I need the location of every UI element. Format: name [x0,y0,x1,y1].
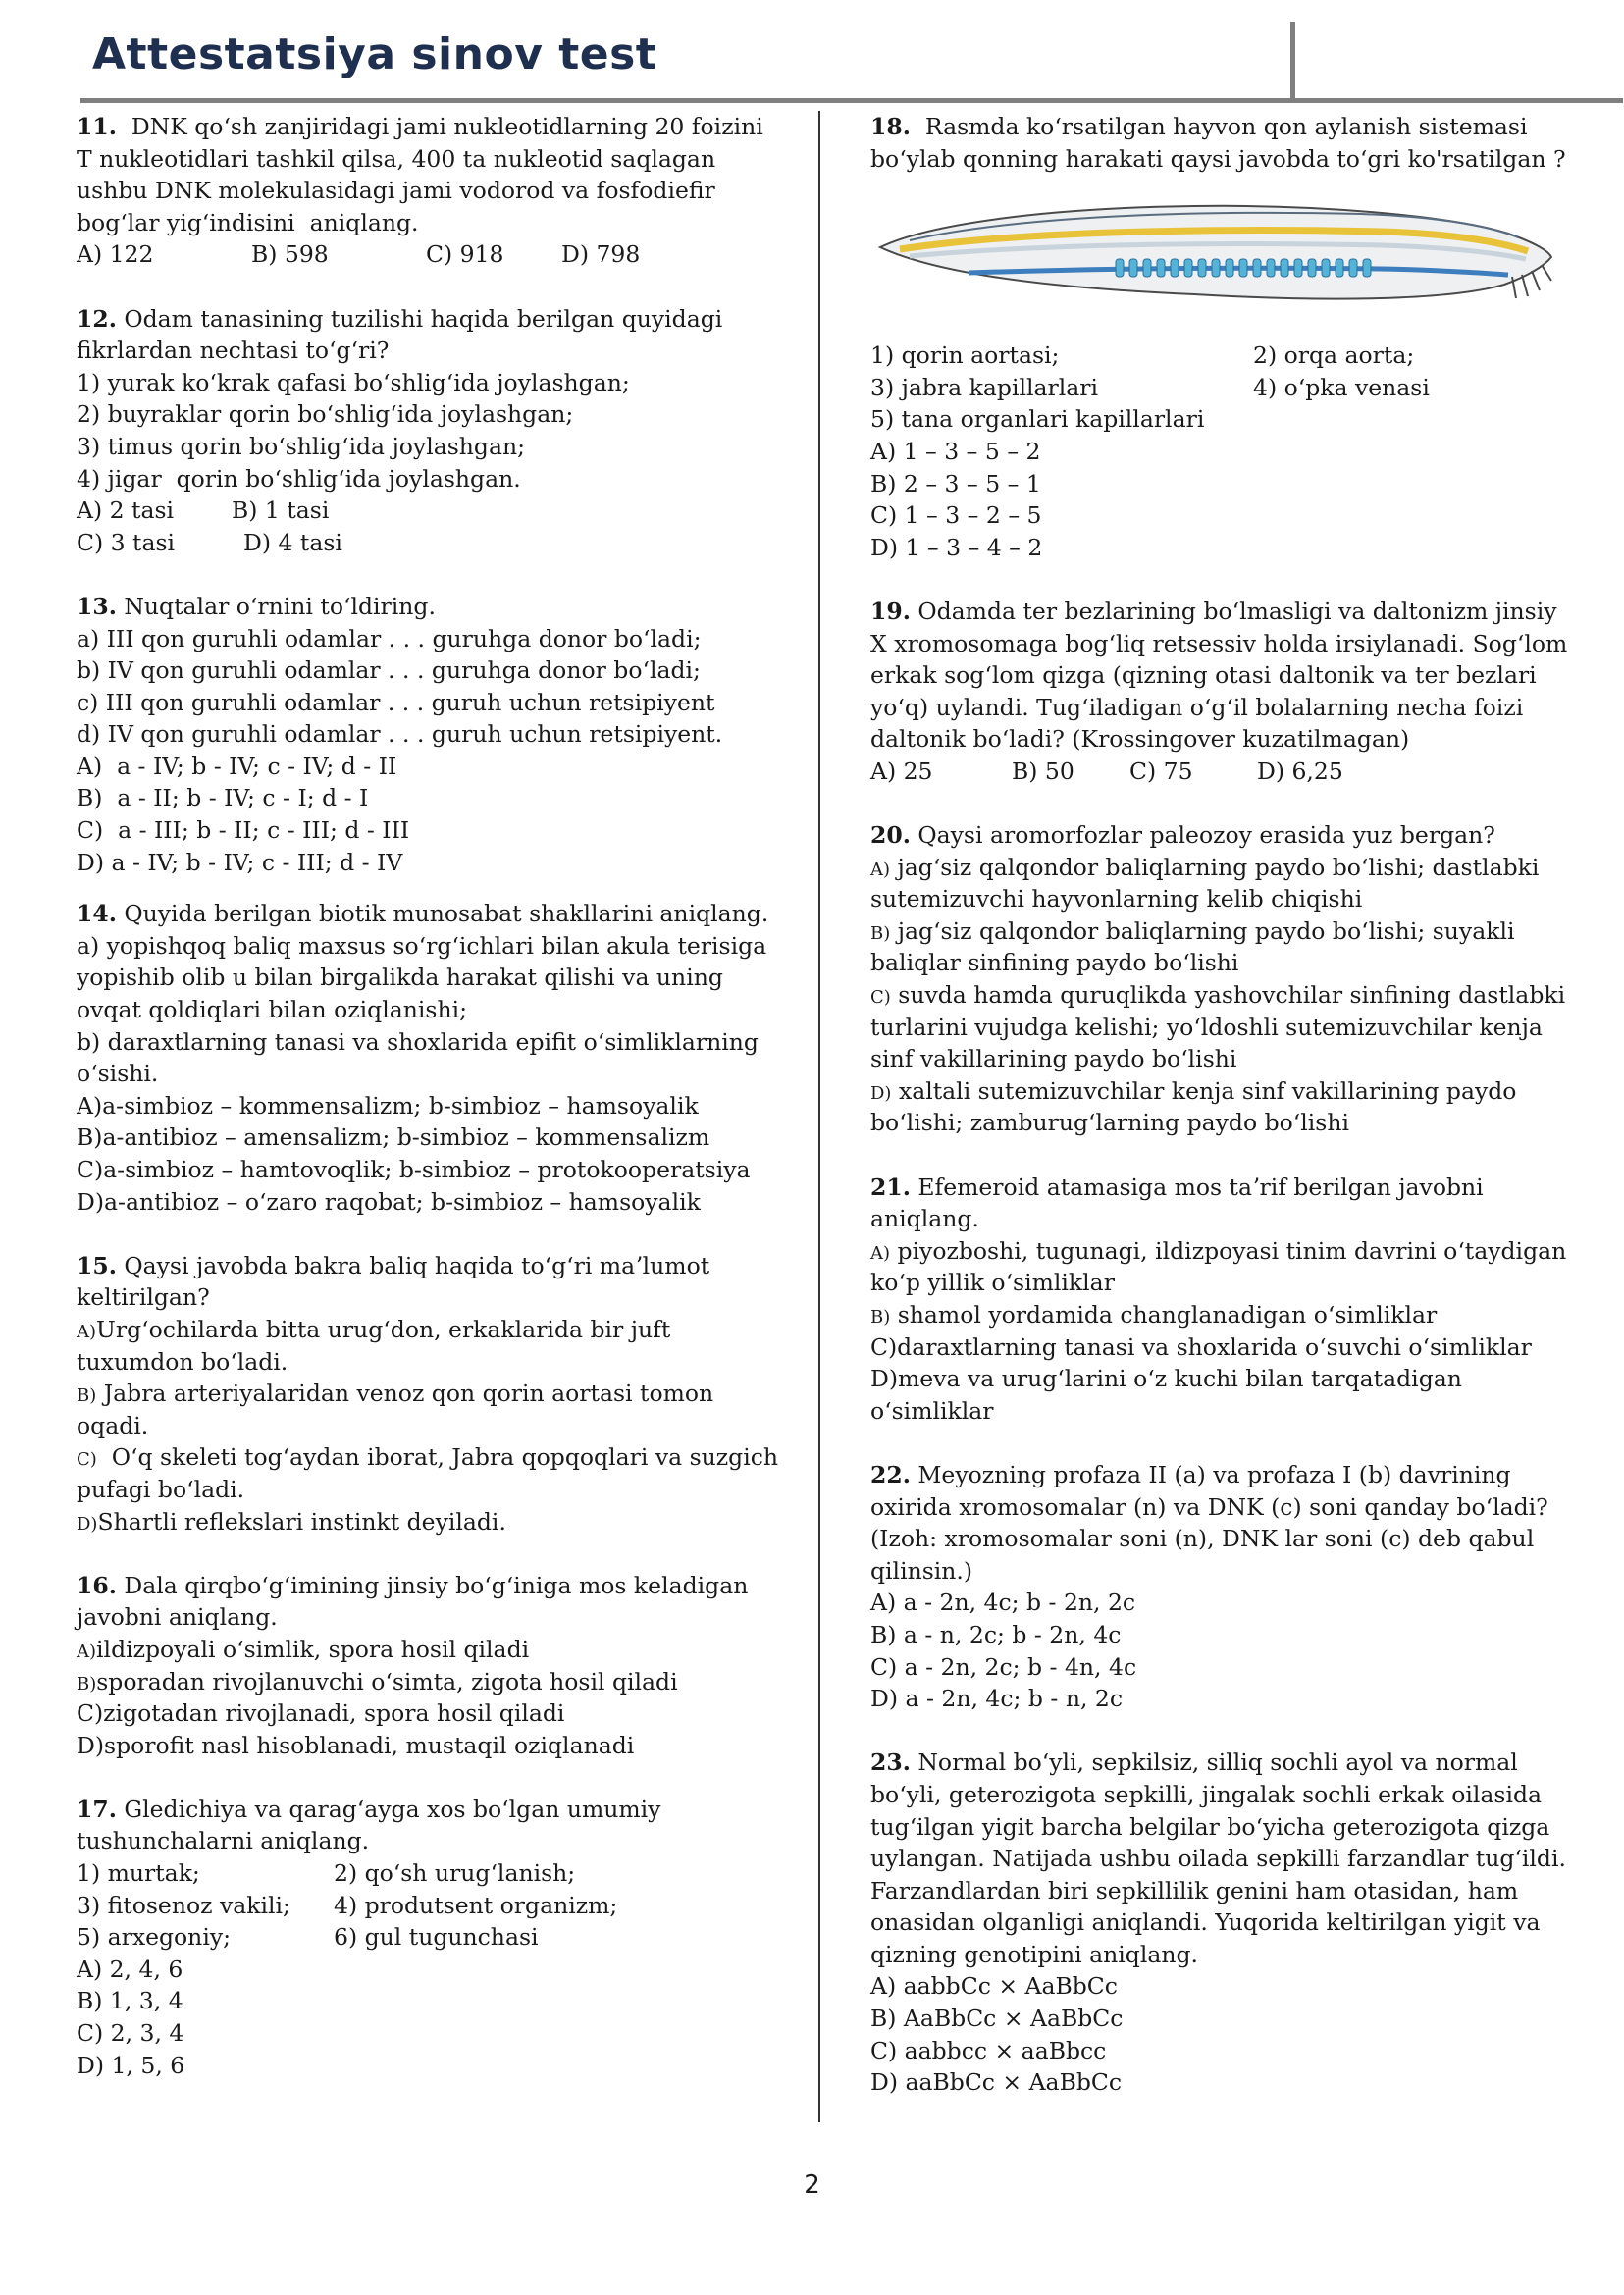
answer-options [77,495,763,527]
question-22 [870,1459,1577,1715]
statement: yopishib olib u bilan birgalikda harakat qilishi va uning [77,964,723,992]
question-text: Odam tanasining tuzilishi haqida berilgan quyidagi [116,304,723,333]
answer-option-d: D)meva va urugʻlarini oʻz kuchi bilan tarqatadigan [870,1365,1462,1393]
question-text: T nukleotidlari tashkil qilsa, 400 ta nukleotid saqlagan [77,144,716,173]
answer-option-d: D) aaBbCc × AaBbCc [870,2068,1123,2097]
question-text: Odamda ter bezlarining boʻlmasligi va daltonizm jinsiy [910,597,1557,625]
answer-option-b: B) a - II; b - IV; c - I; d - I [77,784,369,812]
answer-option-c: C) 3 tasi [77,528,176,556]
answer-option-a-cont: sutemizuvchi hayvonlarning kelib chiqishi [870,885,1363,913]
answer-option-b-cont: baliqlar sinfining paydo boʻlishi [870,949,1239,977]
answer-option-c: C)zigotadan rivojlanadi, spora hosil qiladi [77,1699,565,1728]
answer-option-b: B) AaBbCc × AaBbCc [870,2005,1124,2033]
header-horizontal-rule [80,98,1623,103]
header-vertical-rule [1290,22,1295,98]
answer-option-d: D) 4 tasi [243,528,342,556]
answer-option-d: D)a-antibioz – oʻzaro raqobat; b-simbioz – hamsoyalik [77,1187,701,1216]
question-text: erkak sogʻlom qizga (qizning otasi daltonik va ter bezlari [870,661,1537,690]
answer-options [77,238,763,271]
answer-option-d: D) 1, 5, 6 [77,2051,185,2079]
statement: a) yopishqoq baliq maxsus soʻrgʻichlari bilan akula terisiga [77,931,767,960]
question-number: 20. [870,821,911,850]
question-text: oxirida xromosomalar (n) va DNK (c) soni qanday boʻladi? [870,1492,1548,1521]
statement: 3) timus qorin boʻshligʻida joylashgan; [77,432,526,460]
question-text: keltirilgan? [77,1283,210,1312]
answer-option-c-cont: turlarini vujudga kelishi; yoʻldoshli sutemizuvchilar kenja [870,1013,1543,1041]
answer-option-c-cont: sinf vakillarining paydo boʻlishi [870,1045,1237,1073]
question-text: X xromosomaga bogʻliq retsessiv holda irsiylanadi. Sogʻlom [870,629,1568,657]
question-13 [77,591,763,878]
answer-option-a: A) a - 2n, 4c; b - 2n, 2c [870,1589,1136,1617]
question-19 [870,596,1577,788]
question-14 [77,898,769,1218]
question-text: Quyida berilgan biotik munosabat shakllarini aniqlang. [116,900,769,928]
answer-option-b: B) shamol yordamida changlanadigan oʻsimliklar [870,1301,1438,1329]
question-number: 15. [77,1251,117,1279]
answer-option-b: B) 2 – 3 – 5 – 1 [870,469,1041,497]
answer-option-c: C)daraxtlarning tanasi va shoxlarida oʻsuvchi oʻsimliklar [870,1332,1532,1361]
question-11 [77,111,763,271]
question-text: qizning genotipini aniqlang. [870,1940,1198,1968]
lancelet-circulation-figure [870,186,1557,314]
question-number: 23. [870,1748,911,1777]
right-column [870,111,1577,2099]
answer-option-d: D) xaltali sutemizuvchilar kenja sinf vakillarining paydo [870,1076,1517,1105]
answer-option-a: A) 1 – 3 – 5 – 2 [870,437,1041,465]
statement: 4) jigar qorin boʻshligʻida joylashgan. [77,464,521,493]
question-number: 12. [77,304,117,333]
statement: d) IV qon guruhli odamlar . . . guruh uchun retsipiyent. [77,720,723,749]
answer-option-d: D) a - IV; b - IV; c - III; d - IV [77,848,403,876]
question-text: Dala qirqboʻgʻimining jinsiy boʻgʻiniga mos keladigan [116,1571,749,1599]
answer-option-b: B) 1, 3, 4 [77,1987,183,2015]
question-text: Qaysi aromorfozlar paleozoy erasida yuz bergan? [910,821,1495,850]
answer-option-b: B)sporadan rivojlanuvchi oʻsimta, zigota hosil qiladi [77,1667,678,1695]
answer-option-c: C) 2, 3, 4 [77,2019,184,2048]
answer-option-a-cont: koʻp yillik oʻsimliklar [870,1269,1115,1297]
question-text: tushunchalarni aniqlang. [77,1827,370,1855]
question-text: (Izoh: xromosomalar soni (n), DNK lar soni (c) deb qabul [870,1525,1535,1553]
answer-option-a: A) 25 [870,756,933,785]
question-text: daltonik boʻladi? (Krossingover kuzatilmagan) [870,725,1410,754]
question-18 [870,111,1577,563]
question-text: ushbu DNK molekulasidagi jami vodorod va fosfodiefir [77,177,715,205]
answer-option-d: D) 798 [561,240,641,269]
answer-option-b: B) a - n, 2c; b - 2n, 4c [870,1620,1122,1648]
question-text: fikrlardan nechtasi toʻgʻri? [77,337,390,365]
statement: oʻsishi. [77,1060,159,1088]
column-divider [818,111,820,2122]
answer-options [77,527,763,559]
question-text: Nuqtalar oʻrnini toʻldiring. [116,592,436,620]
answer-option-a: A) piyozboshi, tugunagi, ildizpoyasi tinim davrini oʻtaydigan [870,1236,1567,1265]
answer-option-c: C) 75 [1129,756,1193,785]
answer-option-a: A)ildizpoyali oʻsimlik, spora hosil qiladi [77,1635,530,1663]
statement: 2) buyraklar qorin boʻshligʻida joylashgan; [77,400,574,429]
question-text: Rasmda koʻrsatilgan hayvon qon aylanish sistemasi [910,113,1528,140]
answer-option-a: A) 122 [77,240,154,269]
question-text: Normal boʻyli, sepkilsiz, silliq sochli ayol va normal [910,1748,1518,1777]
answer-option-c: C) a - III; b - II; c - III; d - III [77,816,410,845]
question-15 [77,1250,779,1538]
question-12 [77,303,763,559]
answer-option-a: A)a-simbioz – kommensalizm; b-simbioz – hamsoyalik [77,1091,699,1120]
question-17 [77,1794,763,2081]
answer-option-a: A) a - IV; b - IV; c - IV; d - II [77,752,397,780]
answer-option-a-cont: tuxumdon boʻladi. [77,1347,288,1376]
question-text: tugʻilgan yigit barcha belgilar boʻyicha geterozigota qizga [870,1812,1550,1841]
statement: c) III qon guruhli odamlar . . . guruh uchun retsipiyent [77,688,715,716]
question-20 [870,819,1577,1139]
question-16 [77,1570,763,1762]
page-number: 2 [804,2170,820,2200]
question-number: 21. [870,1173,911,1201]
question-number: 11. [77,113,117,140]
question-number: 14. [77,900,117,928]
concept-pair: 1) murtak; 2) qoʻsh urugʻlanish; [77,1859,576,1888]
page-title: Attestatsiya sinov test [92,29,657,79]
left-column [77,111,779,2081]
answer-option-d: D) 6,25 [1257,756,1343,785]
question-text: aniqlang. [870,1205,979,1233]
question-text: DNK qoʻsh zanjiridagi jami nukleotidlarning 20 foizini [116,113,763,140]
answer-option-b-cont: oqadi. [77,1411,149,1439]
question-text: uylangan. Natijada ushbu oilada sepkilli farzandlar tugʻildi. [870,1845,1566,1873]
answer-option-c: C) aabbcc × aaBbcc [870,2036,1107,2064]
answer-option-c: C) a - 2n, 2c; b - 4n, 4c [870,1652,1137,1681]
answer-option-c: C) 918 [426,240,504,269]
answer-option-d-cont: oʻsimliklar [870,1396,994,1425]
answer-option-d-cont: boʻlishi; zamburugʻlarning paydo boʻlishi [870,1109,1349,1137]
answer-option-b: B) 1 tasi [232,496,330,525]
concept-pair: 5) arxegoniy; 6) gul tugunchasi [77,1923,539,1952]
answer-option-b: B) 598 [251,240,329,269]
answer-option-d: D)sporofit nasl hisoblanadi, mustaqil oziqlanadi [77,1731,635,1759]
answer-option-a: A) 2, 4, 6 [77,1955,183,1983]
question-text: bogʻlar yigʻindisini aniqlang. [77,208,419,236]
answer-option-c-cont: pufagi boʻladi. [77,1475,245,1503]
answer-option-c: C)a-simbioz – hamtovoqlik; b-simbioz – protokooperatsiya [77,1156,751,1183]
answer-option-d: D)Shartli reflekslari instinkt deyiladi. [77,1507,506,1536]
answer-option-c: C) suvda hamda quruqlikda yashovchilar sinfining dastlabki [870,981,1566,1010]
question-text: yoʻq) uylandi. Tugʻiladigan oʻgʻil bolalarning necha foizi [870,693,1524,721]
statement: b) IV qon guruhli odamlar . . . guruhga donor boʻladi; [77,656,701,685]
concept-pair: 3) jabra kapillarlari 4) oʻpka venasi [870,373,1430,401]
answer-option-b: B) Jabra arteriyalaridan venoz qon qorin aortasi tomon [77,1380,714,1408]
concept-item: 5) tana organlari kapillarlari [870,405,1205,434]
question-21 [870,1172,1577,1428]
question-text: Farzandlardan biri sepkillilik genini ham otasidan, ham [870,1876,1519,1904]
question-text: Qaysi javobda bakra baliq haqida toʻgʻri maʼlumot [116,1251,710,1279]
question-text: boʻylab qonning harakati qaysi javobda toʻgri ko'rsatilgan ? [870,144,1566,173]
concept-pair: 1) qorin aortasi; 2) orqa aorta; [870,341,1415,370]
answer-option-d: D) 1 – 3 – 4 – 2 [870,533,1043,561]
question-number: 18. [870,113,911,140]
answer-option-b: B) 50 [1012,756,1074,785]
statement: 1) yurak koʻkrak qafasi boʻshligʻida joylashgan; [77,368,630,396]
answer-option-a: A) 2 tasi [77,496,175,525]
answer-option-b: B)a-antibioz – amensalizm; b-simbioz – kommensalizm [77,1123,710,1152]
question-text: onasidan olganligi aniqlandi. Yuqorida keltirilgan yigit va [870,1908,1541,1937]
statement: a) III qon guruhli odamlar . . . guruhga donor boʻladi; [77,624,702,652]
answer-option-a: A)Urgʻochilarda bitta urugʻdon, erkaklarida bir juft [77,1315,671,1343]
question-text: javobni aniqlang. [77,1603,278,1632]
question-text: Gledichiya va qaragʻayga xos boʻlgan umumiy [116,1795,661,1823]
question-number: 16. [77,1571,117,1599]
question-text: qilinsin.) [870,1556,973,1585]
answer-option-c: C) Oʻq skeleti togʻaydan iborat, Jabra qopqoqlari va suzgich [77,1443,779,1472]
concept-pair: 3) fitosenoz vakili; 4) produtsent organizm; [77,1891,618,1919]
statement: b) daraxtlarning tanasi va shoxlarida epifit oʻsimliklarning [77,1027,759,1056]
question-number: 17. [77,1795,117,1823]
answer-option-c: C) 1 – 3 – 2 – 5 [870,501,1042,530]
question-number: 22. [870,1460,911,1488]
answer-option-d: D) a - 2n, 4c; b - n, 2c [870,1685,1124,1713]
question-text: Meyozning profaza II (a) va profaza I (b) davrining [910,1460,1511,1488]
statement: ovqat qoldiqlari bilan oziqlanishi; [77,996,468,1024]
question-23 [870,1747,1577,2099]
answer-option-a: A) aabbCc × AaBbCc [870,1972,1118,2001]
answer-option-b: B) jagʻsiz qalqondor baliqlarning paydo boʻlishi; suyakli [870,916,1515,945]
answer-option-a: A) jagʻsiz qalqondor baliqlarning paydo boʻlishi; dastlabki [870,853,1540,881]
question-text: boʻyli, geterozigota sepkilli, jingalak sochli erkak oilasida [870,1780,1543,1808]
question-number: 19. [870,597,911,625]
answer-options [870,756,1577,788]
question-number: 13. [77,592,117,620]
question-text: Efemeroid atamasiga mos taʼrif berilgan javobni [910,1173,1484,1201]
